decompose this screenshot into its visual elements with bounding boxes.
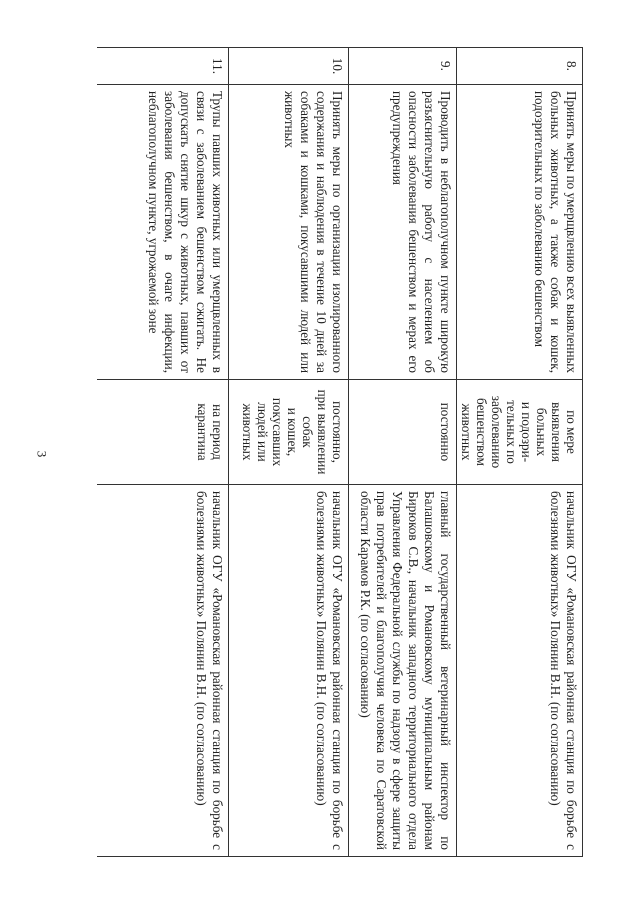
term-line: тельных по	[504, 400, 519, 464]
term-text	[457, 380, 583, 485]
measure-text: Принять меры по организации изолированного содержания и наблюдения в течение 10 дней за собаками и кошками, покусавшими людей или животных	[229, 85, 349, 380]
measures-table	[97, 47, 583, 857]
term-text	[97, 380, 229, 485]
measure-text: Проводить в неблагополучном пункте широкую разъяснительную работу с населением об опасности заболевания бешенством и мерах его предупреждения	[349, 85, 457, 380]
term-line: людей или	[255, 402, 270, 462]
row-number: 9.	[349, 48, 457, 85]
term-line: животных	[459, 403, 474, 461]
term-line: животных	[240, 403, 255, 461]
term-line: карантина	[195, 403, 210, 461]
responsible-text: начальник ОГУ «Романовская районная станция по борьбе с болезнями животных» Полянин В.Н. (по согласованию)	[457, 485, 583, 857]
measures-table-container	[97, 47, 583, 857]
term-line: заболеванию	[489, 395, 504, 469]
term-line: бешенством	[474, 398, 489, 466]
term-text	[229, 380, 349, 485]
term-line: постоянно	[438, 402, 453, 462]
term-line: при выявлении	[315, 389, 330, 475]
term-line: выявления	[549, 402, 564, 462]
term-line: покусавших	[270, 397, 285, 467]
row-number: 10.	[229, 48, 349, 85]
term-line: собак	[300, 416, 315, 448]
term-line: по мере	[564, 410, 579, 454]
measure-text: Трупы павших животных или умерщвленных в связи с заболеванием бешенством сжигать. Не допускать снятие шкур с животных, павших от заболевания бешенством, в очаге инфекции, неблагополучном пункте, угрожаемой зоне	[97, 85, 229, 380]
responsible-text: начальник ОГУ «Романовская районная станция по борьбе с болезнями животных» Полянин В.Н. (по согласованию)	[97, 485, 229, 857]
table-row	[229, 48, 349, 857]
term-line: и подозри-	[519, 401, 534, 463]
table-row	[349, 48, 457, 857]
term-line: постоянно,	[330, 401, 345, 463]
responsible-text: главный государственный ветеринарный инспектор по Балашовскому и Романовскому муниципальным районам Бирюков С.В., начальник западного территориального отдела Управления Федеральной службы по надзору в сфере защиты прав потребителей и благополучия человека по Саратовской области Карамов Р.К. (по согласованию)	[349, 485, 457, 857]
term-line: на период	[210, 404, 225, 460]
table-row	[457, 48, 583, 857]
page-number: 3	[34, 450, 50, 458]
row-number: 11.	[97, 48, 229, 85]
row-number: 8.	[457, 48, 583, 85]
term-text	[349, 380, 457, 485]
measure-text: Принять меры по умерщвлению всех выявленных больных животных, а также собак и кошек, подозрительных по заболеванию бешенством	[457, 85, 583, 380]
table-row	[97, 48, 229, 857]
responsible-text: начальник ОГУ «Романовская районная станция по борьбе с болезнями животных» Полянин В.Н. (по согласованию)	[229, 485, 349, 857]
term-line: больных	[534, 407, 549, 457]
term-line: и кошек,	[285, 407, 300, 457]
